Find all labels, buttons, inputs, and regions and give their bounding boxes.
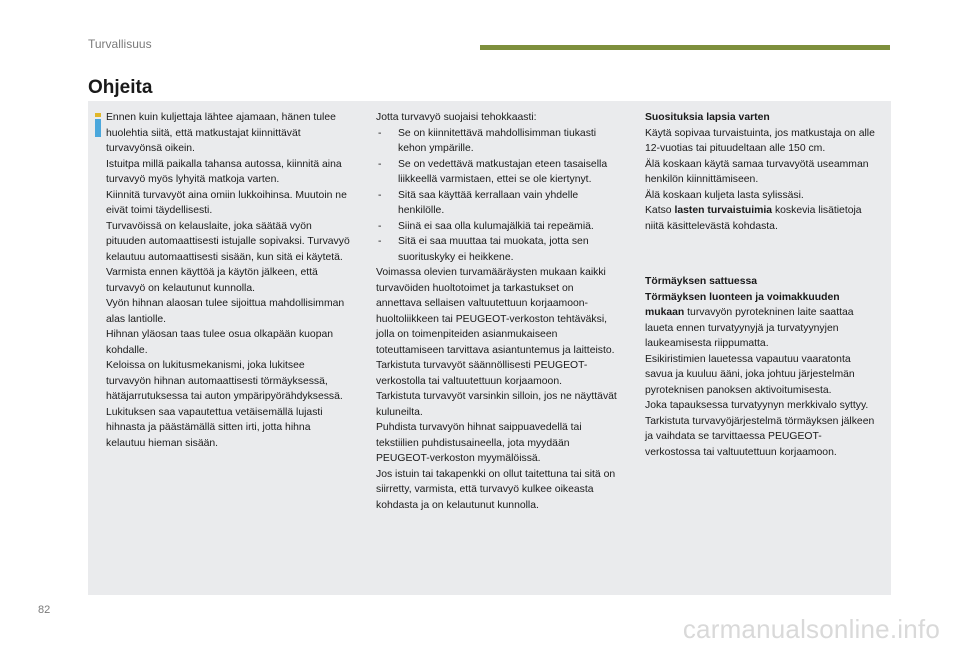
requirements-list xyxy=(376,126,621,266)
paragraph: Istuitpa millä paikalla tahansa autossa, kiinnitä aina turvavyö myös lyhyitä matkoja varten. xyxy=(106,158,342,185)
paragraph: Puhdista turvavyön hihnat saippuavedellä tai tekstiilien puhdistusaineella, jota myydään PEUGEOT-verkoston myymälöissä. xyxy=(376,422,582,464)
paragraph: Varmista ennen käyttöä ja käytön jälkeen, että turvavyö on kelautunut kunnolla. xyxy=(106,267,318,294)
paragraph: Joka tapauksessa turvatyynyn merkkivalo syttyy. xyxy=(645,400,869,411)
info-icon xyxy=(95,113,101,137)
paragraph: Kiinnitä turvavyöt aina omiin lukkoihinsa. Muutoin ne eivät toimi täydellisesti. xyxy=(106,189,347,216)
paragraph: Tarkistuta turvavyöt varsinkin silloin, jos ne näyttävät kuluneilta. xyxy=(376,391,617,418)
text-span: koskevia lisätietoja niitä käsittelevästä kohdasta. xyxy=(645,205,862,232)
paragraph: Turvavöissä on kelauslaite, joka säätää vyön pituuden automaattisesti istujalle sopivaksi. Turvavyö kelautuu automaattisesti sisään, kun sitä ei käytetä. xyxy=(106,220,350,263)
paragraph: Älä koskaan käytä samaa turvavyötä useamman henkilön kiinnittämiseen. xyxy=(645,158,869,185)
paragraph: Jos istuin tai takapenkki on ollut taitettuna tai sitä on siirretty, varmista, että turvavyö kulkee oikeasta kohdasta ja on kelautunut kunnolla. xyxy=(376,468,616,511)
paragraph: Käytä sopivaa turvaistuinta, jos matkustaja on alle 12-vuotias tai pituudeltaan alle 150 cm. xyxy=(645,127,875,154)
list-item: - Se on vedettävä matkustajan eteen tasaisella liikkeellä varmistaen, ettei se ole kiertynyt. xyxy=(376,157,621,188)
paragraph: Ennen kuin kuljettaja lähtee ajamaan, hänen tulee huolehtia siitä, että matkustajat kiinnittävät turvavyönsä oikein. xyxy=(106,112,336,154)
children-heading: Suosituksia lapsia varten xyxy=(645,112,770,123)
child-seats-reference: lasten turvaistuimia xyxy=(674,205,773,216)
collision-heading: Törmäyksen sattuessa xyxy=(645,276,758,287)
text-span: turvavyön pyrotekninen laite saattaa laueta ennen turvatyynyjä ja turvatyynyjen laukeamisesta riippumatta. xyxy=(645,307,854,349)
content-panel xyxy=(88,101,891,595)
paragraph: Tarkistuta turvavyöjärjestelmä törmäyksen jälkeen ja vaihdata se tarvittaessa PEUGEOT-verkostossa tai valtuutettuun korjaamoon. xyxy=(645,415,875,458)
watermark: carmanualsonline.info xyxy=(682,614,940,644)
column-general-guidance xyxy=(106,110,351,451)
text-span: Katso xyxy=(645,205,675,216)
list-item: - Sitä saa käyttää kerrallaan vain yhdelle henkilölle. xyxy=(376,188,621,219)
bold-phrase: Törmäyksen luonteen ja voimakkuuden mukaan xyxy=(645,291,840,318)
paragraph: Voimassa olevien turvamääräysten mukaan kaikki turvavöiden huoltotoimet ja tarkastukset on annettava sellaisen valtuutettuun korjaamoon-huoltoliikkeen tai PEUGEOT-verkoston tehtäväksi, jolla on toimenpiteiden asianmukaiseen toteuttamiseen tarvittava asiantuntemus ja laitteisto. xyxy=(376,267,615,356)
list-item: - Se on kiinnitettävä mahdollisimman tiukasti kehon ympärille. xyxy=(376,126,621,157)
paragraph: Älä koskaan kuljeta lasta sylissäsi. xyxy=(645,189,804,201)
list-item: - Siinä ei saa olla kulumajälkiä tai repeämiä. xyxy=(376,219,621,235)
paragraph-collision xyxy=(645,290,877,352)
list-item: - Sitä ei saa muuttaa tai muokata, jotta sen suorituskyky ei heikkene. xyxy=(376,234,621,265)
paragraph: Hihnan yläosan taas tulee osua olkapään kuopan kohdalle. xyxy=(106,329,334,356)
paragraph-reference xyxy=(645,203,877,234)
intro-text: Jotta turvavyö suojaisi tehokkaasti: xyxy=(376,112,537,123)
section-rule xyxy=(480,45,890,50)
page-number: 82 xyxy=(38,604,51,616)
column-children-collision xyxy=(645,110,877,460)
column-maintenance xyxy=(376,110,621,513)
paragraph: Keloissa on lukitusmekanismi, joka lukitsee turvavyön hihnan automaattisesti törmäyksessä, hätäjarrutuksessa tai auton ympäripyörähdyksessä. Lukituksen saa vapautettua vetäisemällä lujasti hihnasta ja päästämällä sitten irti, jotta hihna kelautuu hieman sisään. xyxy=(106,360,343,449)
page-title: Ohjeita xyxy=(88,77,153,98)
paragraph: Esikiristimien lauetessa vapautuu vaaratonta savua ja kuuluu ääni, joka johtuu järjestelmän pyroteknisen panoksen aktivoitumisesta. xyxy=(645,353,855,396)
paragraph: Vyön hihnan alaosan tulee sijoittua mahdollisimman alas lantiolle. xyxy=(106,298,345,325)
section-label: Turvallisuus xyxy=(88,37,152,51)
paragraph: Tarkistuta turvavyöt säännöllisesti PEUGEOT-verkostolla tai valtuutettuun korjaamoon. xyxy=(376,360,588,387)
